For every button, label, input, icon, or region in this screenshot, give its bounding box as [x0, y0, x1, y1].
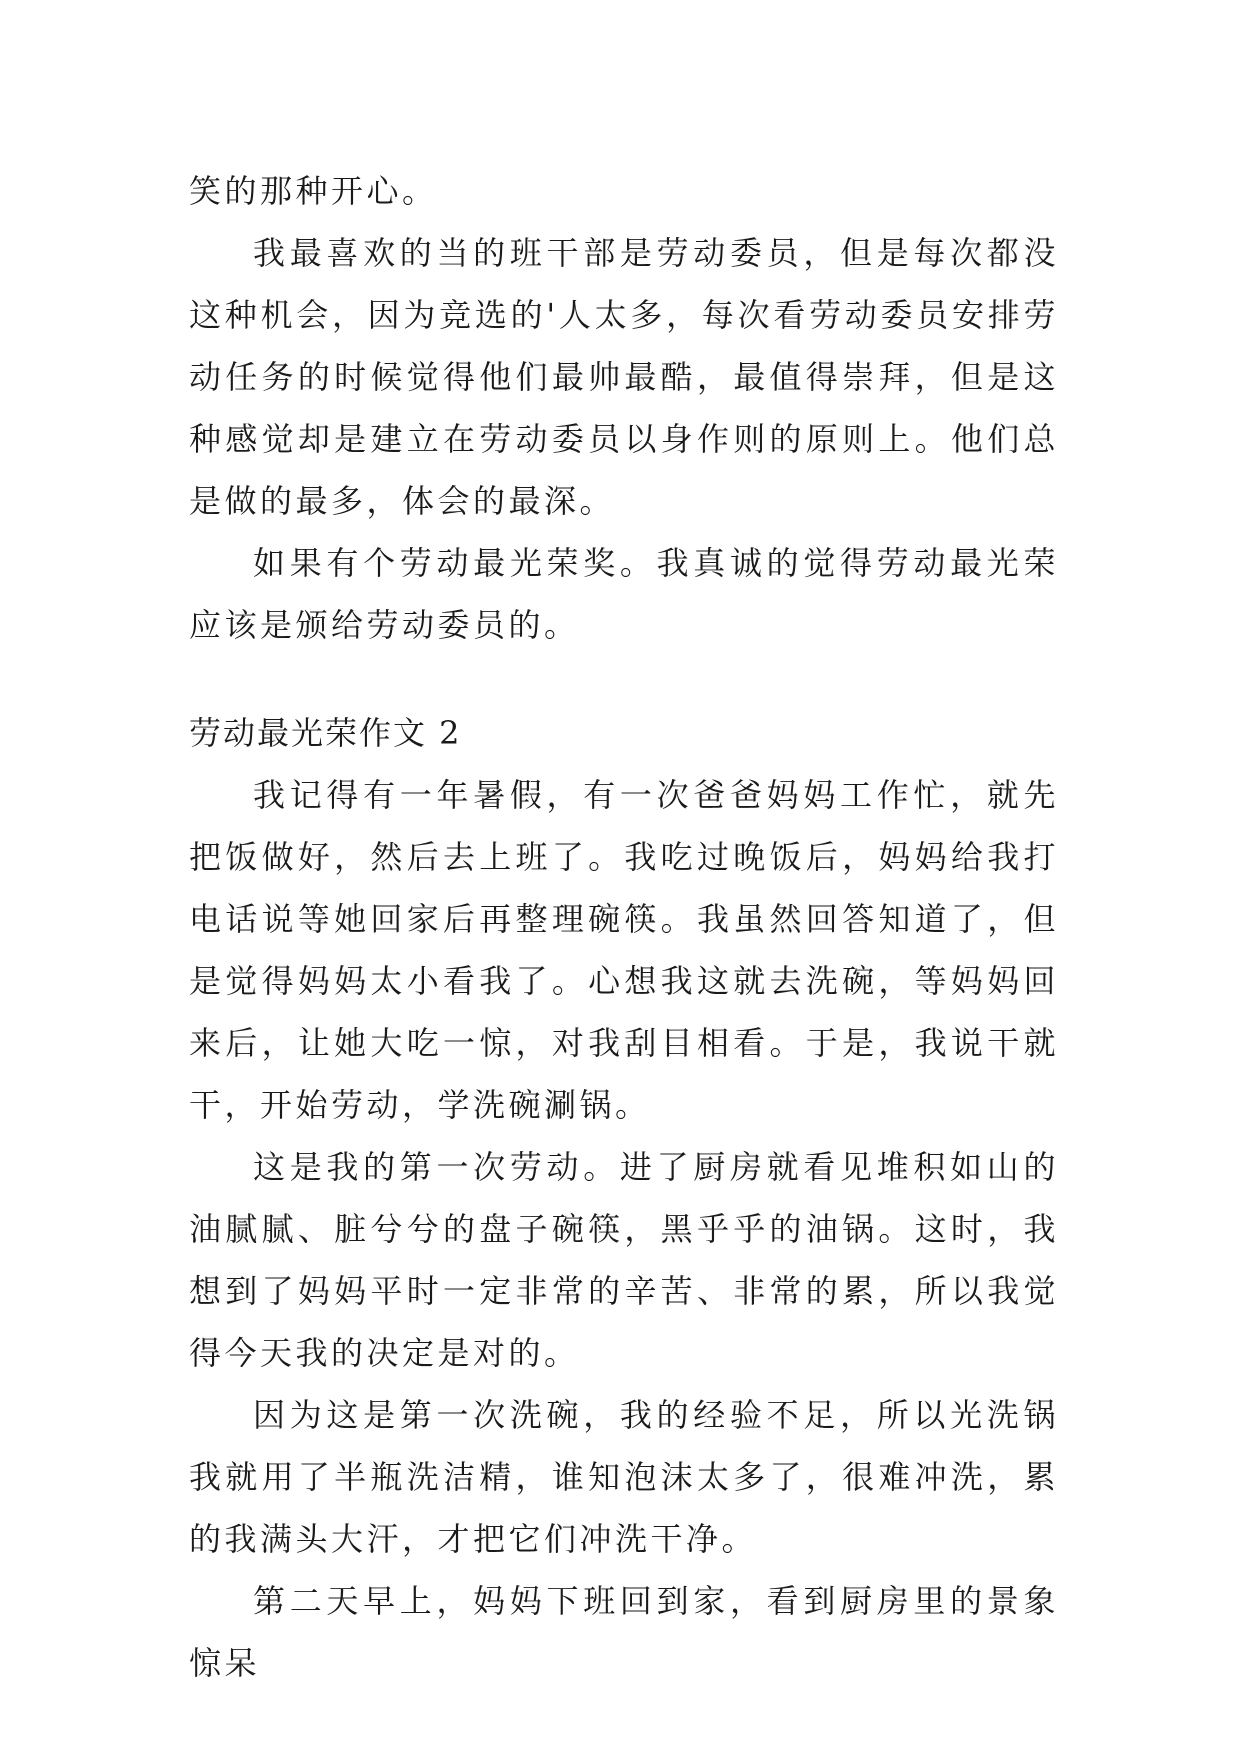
document-body: [189, 160, 1059, 1694]
section-title: 劳动最光荣作文 2: [189, 714, 462, 752]
paragraph: 因为这是第一次洗碗，我的经验不足，所以光洗锅我就用了半瓶洗洁精，谁知泡沫太多了，很难冲洗，累的我满头大汗，才把它们冲洗干净。: [189, 1396, 1059, 1558]
paragraph-fragment: 笑的那种开心。: [189, 172, 438, 210]
paragraph: 这是我的第一次劳动。进了厨房就看见堆积如山的油腻腻、脏兮兮的盘子碗筷，黑乎乎的油锅。这时，我想到了妈妈平时一定非常的辛苦、非常的累，所以我觉得今天我的决定是对的。: [189, 1148, 1059, 1372]
paragraph: 第二天早上，妈妈下班回到家，看到厨房里的景象惊呆: [189, 1582, 1059, 1682]
paragraph: 我最喜欢的当的班干部是劳动委员，但是每次都没这种机会，因为竞选的'人太多，每次看劳动委员安排劳动任务的时候觉得他们最帅最酷，最值得崇拜，但是这种感觉却是建立在劳动委员以身作则的原则上。他们总是做的最多，体会的最深。: [189, 234, 1059, 520]
paragraph: 如果有个劳动最光荣奖。我真诚的觉得劳动最光荣应该是颁给劳动委员的。: [189, 544, 1059, 644]
paragraph: 我记得有一年暑假，有一次爸爸妈妈工作忙，就先把饭做好，然后去上班了。我吃过晚饭后，妈妈给我打电话说等她回家后再整理碗筷。我虽然回答知道了，但是觉得妈妈太小看我了。心想我这就去洗碗，等妈妈回来后，让她大吃一惊，对我刮目相看。于是，我说干就干，开始劳动，学洗碗涮锅。: [189, 776, 1059, 1124]
